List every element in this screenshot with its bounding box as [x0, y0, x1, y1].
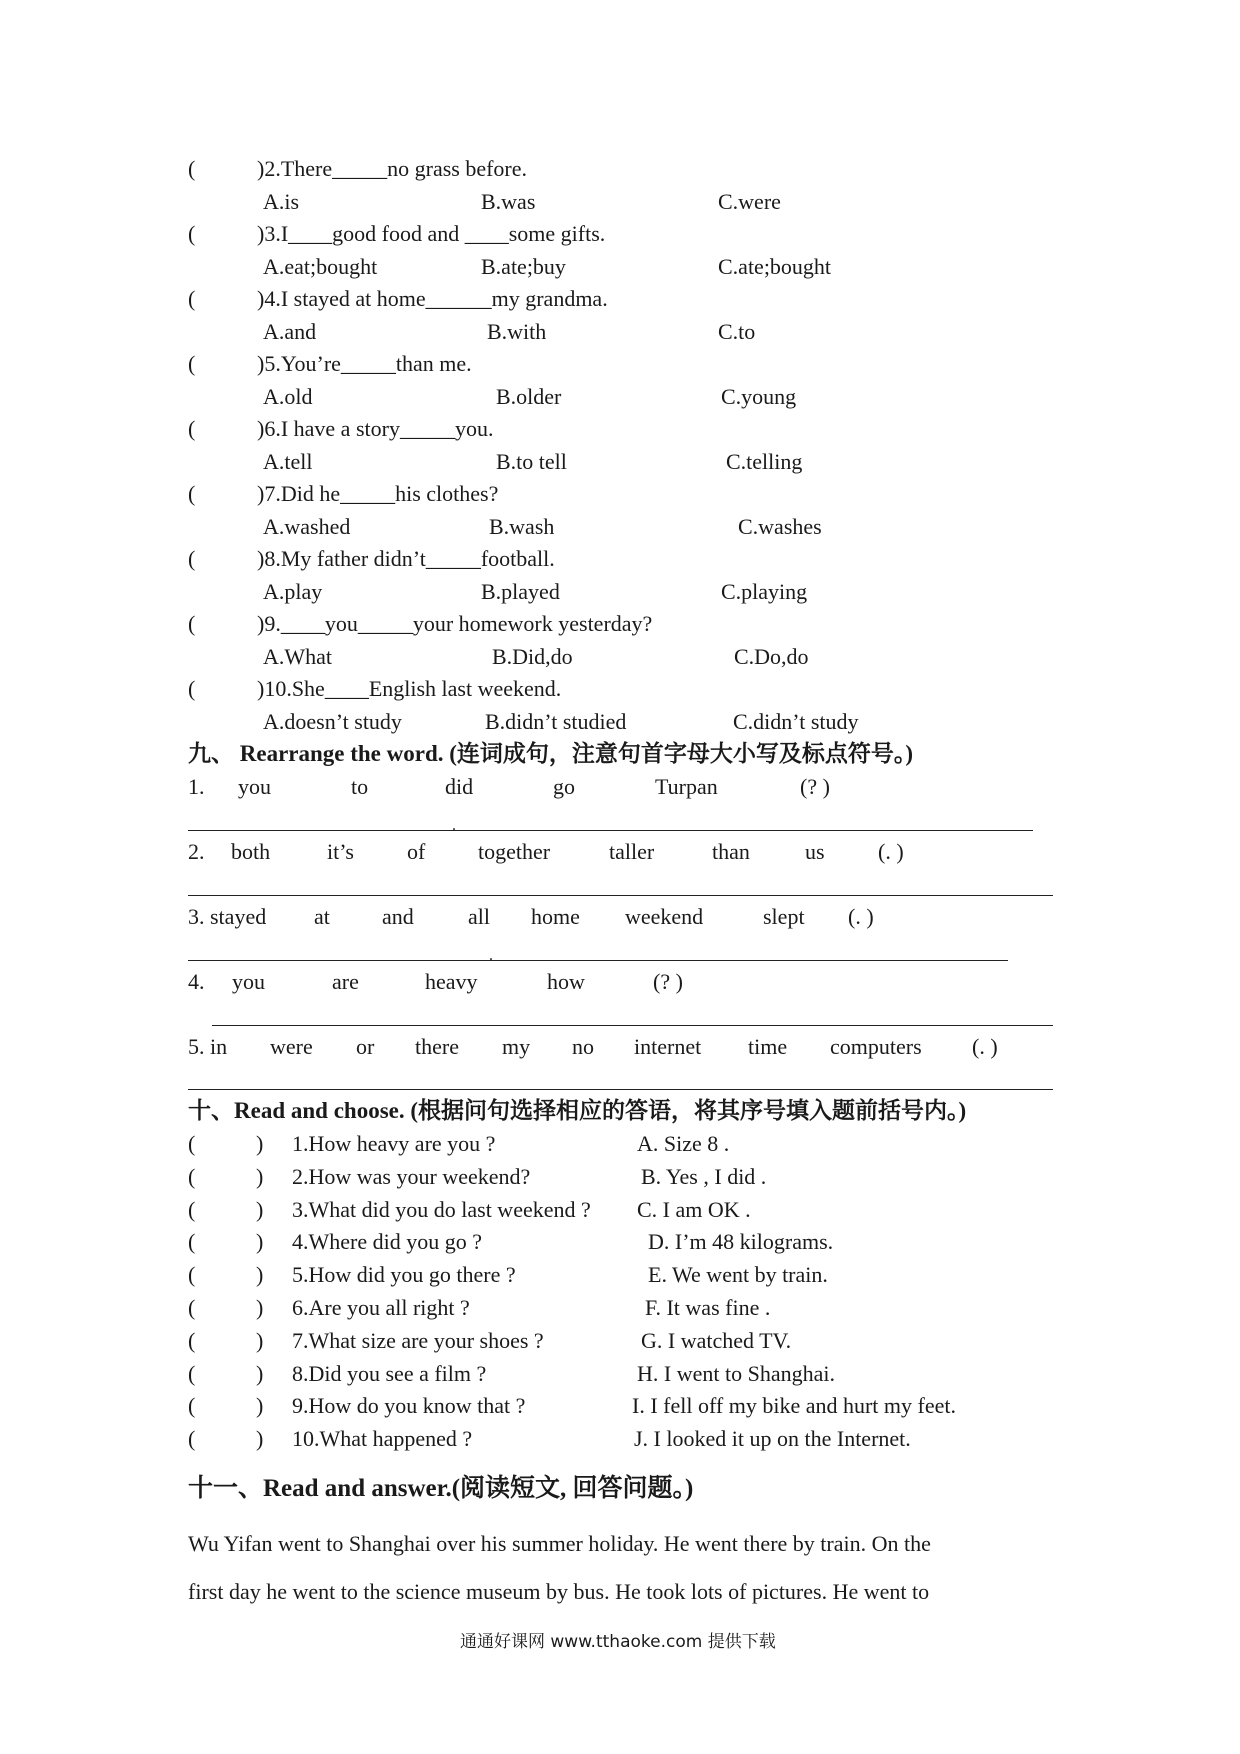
question-text: 1.How heavy are you ? [292, 1131, 496, 1156]
mc-option-c: C.telling [726, 449, 803, 474]
row-punct: (. ) [848, 904, 874, 929]
mc-option-c: C.washes [738, 514, 822, 539]
section-title: 十一、Read and answer.(阅读短文, 回答问题。) [188, 1475, 694, 1502]
answer-line [188, 830, 1033, 831]
question-text: 6.Are you all right ? [292, 1295, 470, 1320]
row-word: 5. in [188, 1034, 228, 1059]
mc-option-a: A.doesn’t study [263, 709, 402, 734]
row-word: you [238, 774, 271, 799]
mc-option-b: B.to tell [496, 449, 567, 474]
mc-option-b: B.was [481, 189, 536, 214]
answer-line [188, 895, 1053, 896]
passage-line: Wu Yifan went to Shanghai over his summer holiday. He went there by train. On the [188, 1531, 931, 1556]
paren-close: ) [256, 1229, 264, 1255]
mc-option-a: A.is [263, 189, 300, 214]
row-word: or [356, 1034, 375, 1059]
row-word: home [531, 904, 580, 929]
mc-question: )8.My father didn’t_____football. [257, 546, 555, 571]
mc-option-c: C.didn’t study [733, 709, 859, 734]
paren-close: ) [256, 1360, 264, 1386]
answer-option: H. I went to Shanghai. [637, 1360, 835, 1386]
mc-question: )5.You’re_____than me. [257, 351, 472, 376]
row-word: together [478, 839, 551, 864]
mc-question: )6.I have a story_____you. [257, 416, 494, 441]
row-word: all [468, 904, 490, 929]
row-word: taller [609, 839, 655, 864]
question-text: 3.What did you do last weekend ? [292, 1196, 591, 1222]
row-word: computers [830, 1034, 922, 1059]
answer-line [188, 1089, 1053, 1090]
row-word: it’s [327, 839, 354, 864]
row-word: were [270, 1034, 313, 1059]
paren-open: ( [188, 1262, 196, 1288]
paren-open: ( [188, 1426, 196, 1452]
row-word: are [332, 969, 359, 994]
mc-question: )9.____you_____your homework yesterday? [257, 611, 653, 636]
row-word: 2. [188, 839, 205, 864]
mc-option-b: B.Did,do [492, 644, 573, 669]
answer-option: E. We went by train. [648, 1262, 828, 1288]
paren-open: ( [188, 1360, 196, 1386]
mc-option-a: A.tell [263, 449, 313, 474]
mc-option-c: C.to [718, 319, 756, 344]
paren-open: ( [188, 1196, 196, 1222]
answer-option: G. I watched TV. [641, 1327, 792, 1353]
answer-line [212, 1025, 1053, 1026]
row-word: of [407, 839, 426, 864]
answer-option: B. Yes , I did . [641, 1163, 767, 1189]
row-word: my [502, 1034, 531, 1059]
question-text: 10.What happened ? [292, 1426, 473, 1452]
row-word: no [572, 1034, 594, 1059]
mc-option-c: C.Do,do [734, 644, 809, 669]
row-punct: (? ) [800, 774, 830, 799]
dot: . [452, 817, 456, 834]
row-word: to [351, 774, 369, 799]
paren: ( [188, 546, 196, 571]
paren: ( [188, 676, 196, 701]
mc-question: )7.Did he_____his clothes? [257, 481, 499, 506]
row-word: time [748, 1034, 788, 1059]
answer-option: A. Size 8 . [637, 1131, 730, 1156]
paren-open: ( [188, 1295, 196, 1320]
question-text: 4.Where did you go ? [292, 1229, 482, 1255]
mc-option-a: A.washed [263, 514, 351, 539]
row-word: 4. [188, 969, 205, 994]
mc-question: )4.I stayed at home______my grandma. [257, 286, 608, 311]
row-word: heavy [425, 969, 478, 994]
mc-question: )3.I____good food and ____some gifts. [257, 221, 606, 246]
answer-line [188, 960, 1008, 961]
mc-question: )2.There_____no grass before. [257, 156, 528, 181]
mc-option-b: B.didn’t studied [485, 709, 627, 734]
row-word: 3. stayed [188, 904, 267, 929]
row-word: did [445, 774, 474, 799]
row-word: and [382, 904, 414, 929]
row-word: both [231, 839, 271, 864]
paren-close: ) [256, 1131, 264, 1156]
paren: ( [188, 481, 196, 506]
passage-line: first day he went to the science museum by bus. He took lots of pictures. He went to [188, 1579, 930, 1604]
answer-option: C. I am OK . [637, 1196, 751, 1222]
paren: ( [188, 286, 196, 311]
row-word: there [415, 1034, 459, 1059]
answer-option: D. I’m 48 kilograms. [648, 1229, 834, 1255]
paren: ( [188, 351, 196, 376]
question-text: 7.What size are your shoes ? [292, 1327, 544, 1353]
mc-option-b: B.older [496, 384, 562, 409]
mc-option-a: A.play [263, 579, 323, 604]
paren-close: ) [256, 1163, 264, 1189]
mc-option-c: C.young [721, 384, 797, 409]
paren-close: ) [256, 1393, 264, 1419]
mc-option-b: B.ate;buy [481, 254, 566, 279]
row-word: 1. [188, 774, 205, 799]
row-word: slept [763, 904, 805, 929]
paren-close: ) [256, 1262, 264, 1288]
paren-open: ( [188, 1327, 196, 1353]
paren-open: ( [188, 1131, 196, 1156]
row-word: internet [634, 1034, 702, 1059]
row-punct: (? ) [653, 969, 683, 994]
row-punct: (. ) [972, 1034, 998, 1059]
mc-option-b: B.with [487, 319, 547, 344]
question-text: 2.How was your weekend? [292, 1163, 531, 1189]
paren-close: ) [256, 1196, 264, 1222]
section-title: 十、Read and choose. (根据问句选择相应的答语，将其序号填入题前括号内。) [188, 1098, 967, 1123]
mc-option-b: B.played [481, 579, 560, 604]
row-punct: (. ) [878, 839, 904, 864]
paren-close: ) [256, 1327, 264, 1353]
question-text: 5.How did you go there ? [292, 1262, 516, 1288]
paren: ( [188, 156, 196, 181]
dot: . [489, 947, 493, 964]
paren-open: ( [188, 1393, 196, 1419]
paren: ( [188, 416, 196, 441]
row-word: weekend [625, 904, 704, 929]
mc-option-a: A.and [263, 319, 317, 344]
mc-option-c: C.playing [721, 579, 808, 604]
mc-question: )10.She____English last weekend. [257, 676, 562, 701]
row-word: us [805, 839, 825, 864]
mc-option-a: A.What [263, 644, 333, 669]
row-word: than [712, 839, 750, 864]
question-text: 9.How do you know that ? [292, 1393, 526, 1419]
mc-option-a: A.old [263, 384, 313, 409]
paren-open: ( [188, 1163, 196, 1189]
mc-option-b: B.wash [489, 514, 555, 539]
section-title: 九、 Rearrange the word. (连词成句，注意句首字母大小写及标点符号。) [188, 741, 914, 766]
mc-option-a: A.eat;bought [263, 254, 378, 279]
answer-option: J. I looked it up on the Internet. [634, 1426, 911, 1452]
paren-open: ( [188, 1229, 196, 1255]
paren: ( [188, 221, 196, 246]
question-text: 8.Did you see a film ? [292, 1360, 487, 1386]
paren: ( [188, 611, 196, 636]
mc-option-c: C.were [718, 189, 781, 214]
row-word: how [547, 969, 585, 994]
answer-option: I. I fell off my bike and hurt my feet. [632, 1393, 956, 1419]
footer-text: 通通好课网 www.tthaoke.com 提供下载 [460, 1632, 776, 1652]
row-word: at [314, 904, 330, 929]
row-word: go [553, 774, 575, 799]
mc-option-c: C.ate;bought [718, 254, 832, 279]
answer-option: F. It was fine . [645, 1295, 771, 1320]
row-word: Turpan [655, 774, 718, 799]
paren-close: ) [256, 1295, 264, 1320]
row-word: you [232, 969, 265, 994]
paren-close: ) [256, 1426, 264, 1452]
